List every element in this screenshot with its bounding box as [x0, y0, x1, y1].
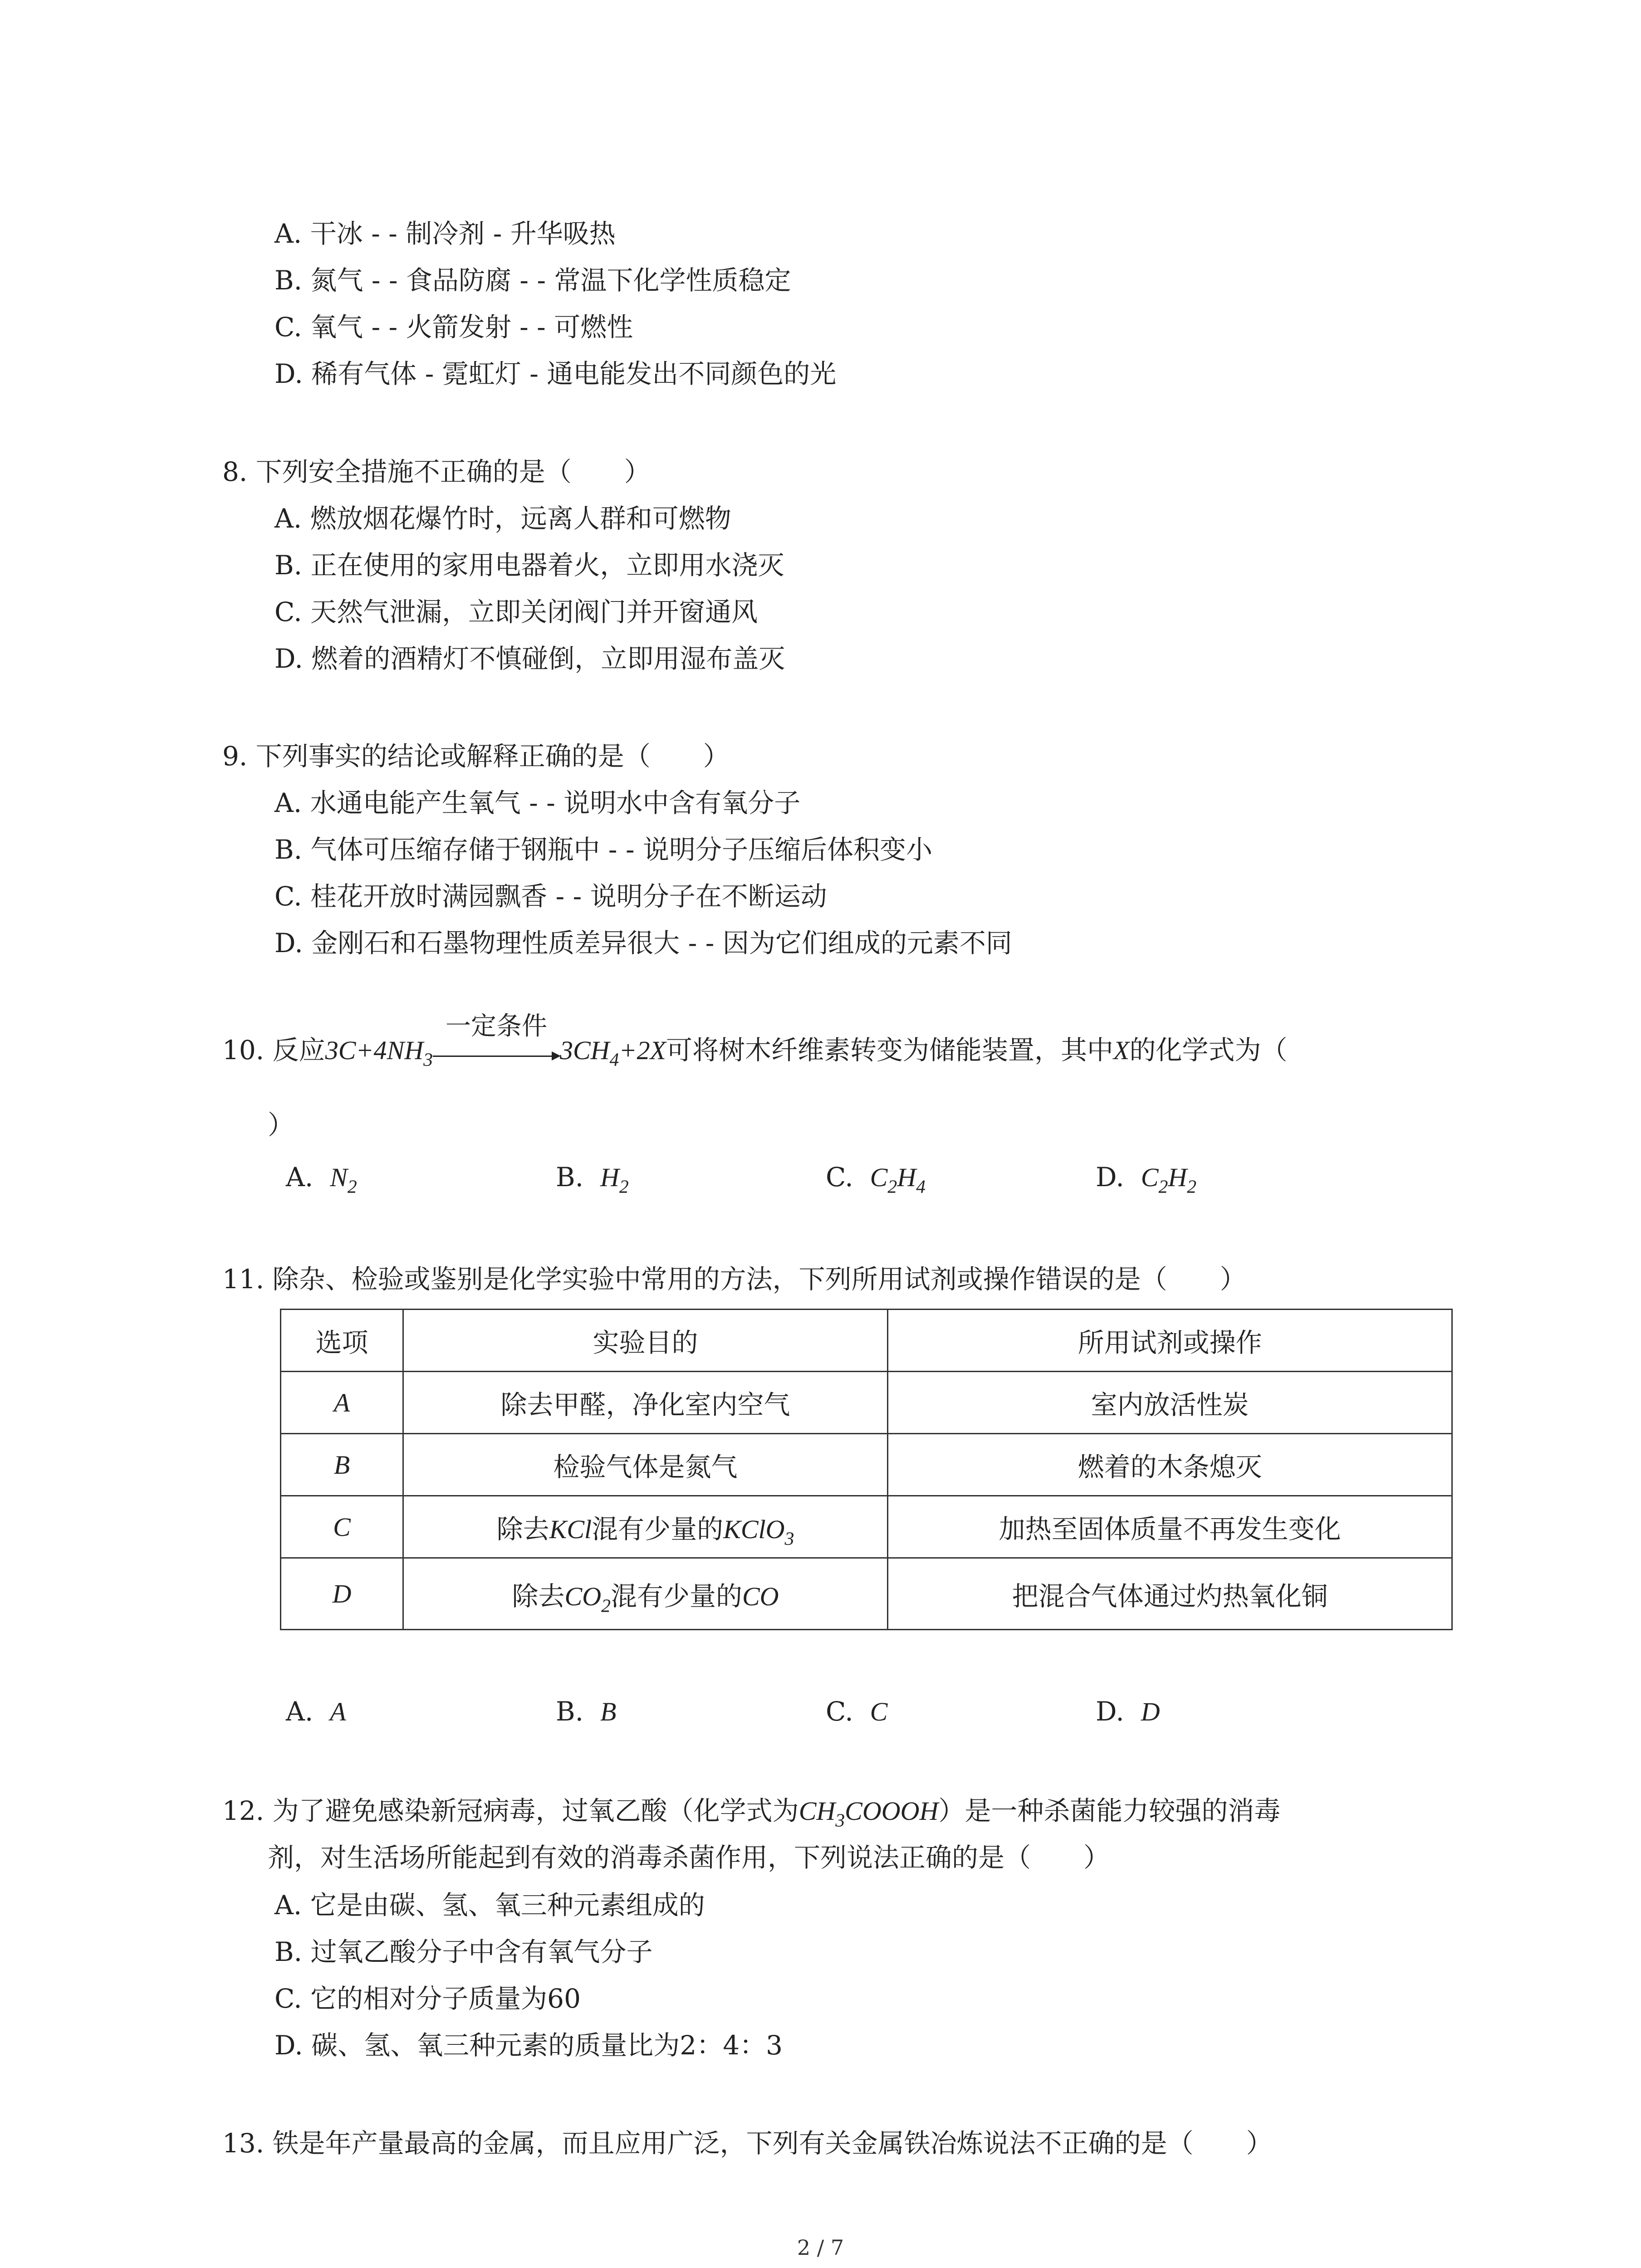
q12-option-c: C. 它的相对分子质量为60	[274, 1983, 581, 2014]
table-cell-key: D	[281, 1558, 403, 1630]
table-row	[281, 1558, 1452, 1630]
table-row	[281, 1434, 1452, 1496]
q8-option-a: A. 燃放烟花爆竹时，远离人群和可燃物	[274, 503, 731, 534]
table-header-method: 所用试剂或操作	[888, 1310, 1452, 1372]
q9-option-d: D. 金刚石和石墨物理性质差异很大 - - 因为它们组成的元素不同	[274, 928, 1012, 958]
table-cell-purpose: 除去甲醛，净化室内空气	[403, 1372, 887, 1434]
q11-choice-d: D. D	[1096, 1696, 1160, 1727]
table-cell-purpose: 检验气体是氮气	[403, 1434, 887, 1496]
q8-stem: 8. 下列安全措施不正确的是（ ）	[222, 456, 651, 487]
q11-choice-a: A. A	[286, 1696, 346, 1727]
q13-stem: 13. 铁是年产量最高的金属，而且应用广泛，下列有关金属铁冶炼说法不正确的是（ ）	[222, 2128, 1273, 2159]
q10-stem-close: ）	[268, 1110, 294, 1140]
q10-stem: 10. 反应$3C+4NH_3$ 一定条件 $3CH_4+2X$可将树木纤维素转变为储能装置，其中X的化学式为（	[222, 1012, 1288, 1070]
table-cell-method: 把混合气体通过灼热氧化铜	[888, 1558, 1452, 1630]
table-header-purpose: 实验目的	[403, 1310, 887, 1372]
q10-products: $3CH_4+2X$	[559, 1036, 666, 1070]
q12-option-d: D. 碳、氢、氧三种元素的质量比为2：4：3	[274, 2030, 783, 2061]
reaction-arrow	[433, 1012, 560, 1068]
table-cell-method: 室内放活性炭	[888, 1372, 1452, 1434]
q9-option-a: A. 水通电能产生氧气 - - 说明水中含有氧分子	[274, 787, 801, 818]
q10-choice-d: D. $C_2H_2$	[1096, 1162, 1197, 1198]
q7-option-d: D. 稀有气体 - 霓虹灯 - 通电能发出不同颜色的光	[274, 358, 837, 389]
table-cell-method: 燃着的木条熄灭	[888, 1434, 1452, 1496]
table-row	[281, 1372, 1452, 1434]
table-cell-purpose: 除去KCl混有少量的KClO$_3$	[403, 1496, 887, 1558]
q12-option-a: A. 它是由碳、氢、氧三种元素组成的	[274, 1890, 705, 1921]
q10-reactants: $3C+4NH_3$	[325, 1036, 433, 1070]
table-cell-key: C	[281, 1496, 403, 1558]
q10-choice-a: A. $N_2$	[286, 1162, 357, 1198]
q12-option-b: B. 过氧乙酸分子中含有氧气分子	[274, 1936, 653, 1967]
arrow-right-icon	[552, 1051, 561, 1061]
q9-option-b: B. 气体可压缩存储于钢瓶中 - - 说明分子压缩后体积变小	[274, 834, 933, 865]
q8-option-d: D. 燃着的酒精灯不慎碰倒，立即用湿布盖灭	[274, 643, 785, 674]
q12-stem-line2: 剂，对生活场所能起到有效的消毒杀菌作用，下列说法正确的是（ ）	[268, 1842, 1110, 1873]
q11-stem: 11. 除杂、检验或鉴别是化学实验中常用的方法，下列所用试剂或操作错误的是（ ）	[222, 1264, 1246, 1295]
q10-number: 10. 反应	[222, 1035, 325, 1066]
q9-stem: 9. 下列事实的结论或解释正确的是（ ）	[222, 741, 730, 772]
table-row	[281, 1496, 1452, 1558]
q10-choice-b: B. $H_2$	[556, 1162, 629, 1198]
table-header-option: 选项	[281, 1310, 403, 1372]
q7-option-b: B. 氮气 - - 食品防腐 - - 常温下化学性质稳定	[274, 265, 791, 296]
q10-choice-c: C. $C_2H_4$	[826, 1162, 926, 1198]
q9-option-c: C. 桂花开放时满园飘香 - - 说明分子在不断运动	[274, 881, 827, 912]
q11-choice-b: B. B	[556, 1696, 617, 1727]
table-cell-key: A	[281, 1372, 403, 1434]
reaction-condition: 一定条件	[445, 1012, 547, 1041]
table-cell-key: B	[281, 1434, 403, 1496]
q7-option-c: C. 氧气 - - 火箭发射 - - 可燃性	[274, 312, 633, 342]
q8-option-b: B. 正在使用的家用电器着火，立即用水浇灭	[274, 550, 784, 581]
q8-option-c: C. 天然气泄漏，立即关闭阀门并开窗通风	[274, 596, 758, 627]
q12-stem: 12. 为了避免感染新冠病毒，过氧乙酸（化学式为$CH_3COOOH$）是一种杀菌能力较强的消毒	[222, 1795, 1281, 1831]
table-cell-method: 加热至固体质量不再发生变化	[888, 1496, 1452, 1558]
q7-option-a: A. 干冰 - - 制冷剂 - 升华吸热	[274, 218, 616, 249]
table-header-row	[281, 1310, 1452, 1372]
experiment-table	[280, 1309, 1453, 1630]
table-cell-purpose: 除去$CO_2$混有少量的CO	[403, 1558, 887, 1630]
page-number: 2 / 7	[797, 2235, 844, 2260]
q11-choice-c: C. C	[826, 1696, 888, 1727]
